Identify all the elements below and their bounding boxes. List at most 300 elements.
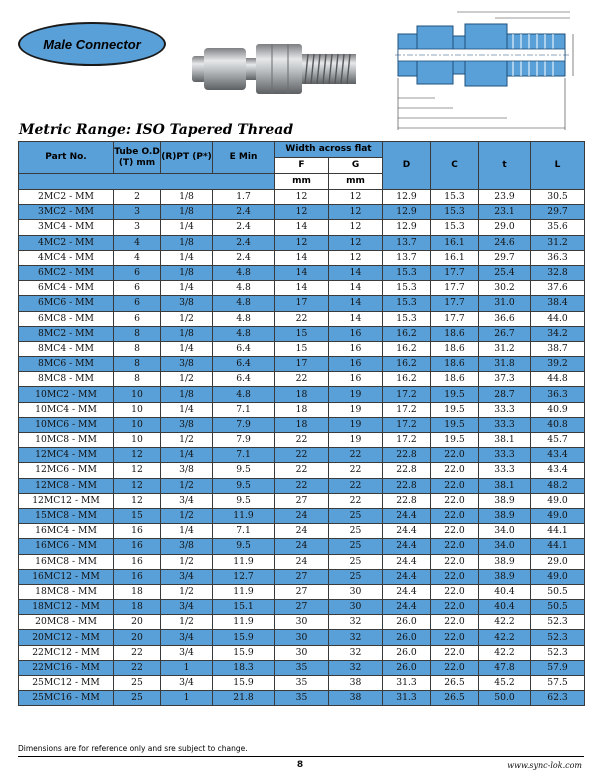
cell-part-no: 10MC6 - MM [19,417,114,432]
cell-rpt: 1/2 [161,615,213,630]
table-row [19,220,585,235]
cell-c: 26.5 [431,691,479,706]
table-row [19,569,585,584]
cell-tube-od: 8 [114,341,161,356]
cell-e-min: 7.1 [213,402,275,417]
cell-d: 24.4 [383,524,431,539]
cell-e-min: 21.8 [213,691,275,706]
cell-g: 16 [329,357,383,372]
header-tube-od: Tube O.D (T) mm [114,142,161,174]
cell-l: 50.5 [531,600,585,615]
cell-f: 35 [275,676,329,691]
cell-rpt: 1/2 [161,311,213,326]
cell-l: 38.4 [531,296,585,311]
cell-e-min: 15.9 [213,630,275,645]
cell-g: 19 [329,417,383,432]
cell-e-min: 7.9 [213,417,275,432]
cell-c: 22.0 [431,539,479,554]
cell-rpt: 1/2 [161,478,213,493]
cell-rpt: 1/8 [161,326,213,341]
cell-g: 22 [329,463,383,478]
cell-tube-od: 16 [114,569,161,584]
cell-g: 22 [329,478,383,493]
cell-g: 32 [329,645,383,660]
badge-label: Male Connector [43,36,141,52]
cell-d: 15.3 [383,311,431,326]
cell-g: 25 [329,508,383,523]
cell-e-min: 11.9 [213,554,275,569]
cell-c: 19.5 [431,387,479,402]
cell-tube-od: 10 [114,402,161,417]
cell-tube-od: 12 [114,448,161,463]
cell-l: 38.7 [531,341,585,356]
cell-rpt: 1/8 [161,387,213,402]
cell-tube-od: 18 [114,584,161,599]
cell-c: 22.0 [431,645,479,660]
cell-c: 22.0 [431,554,479,569]
cell-t: 23.9 [479,190,531,205]
cell-l: 57.9 [531,660,585,675]
cell-t: 29.7 [479,250,531,265]
table-row [19,357,585,372]
cell-t: 38.9 [479,569,531,584]
cell-c: 22.0 [431,493,479,508]
cell-f: 24 [275,539,329,554]
cell-c: 18.6 [431,326,479,341]
cell-tube-od: 20 [114,630,161,645]
cell-e-min: 11.9 [213,508,275,523]
cell-g: 25 [329,524,383,539]
table-row [19,691,585,706]
cell-d: 24.4 [383,539,431,554]
cell-tube-od: 6 [114,296,161,311]
cell-c: 15.3 [431,190,479,205]
table-row [19,524,585,539]
cell-f: 18 [275,402,329,417]
cell-t: 31.8 [479,357,531,372]
cell-part-no: 3MC4 - MM [19,220,114,235]
cell-e-min: 18.3 [213,660,275,675]
cell-part-no: 10MC4 - MM [19,402,114,417]
cell-e-min: 2.4 [213,220,275,235]
cell-c: 15.3 [431,220,479,235]
cell-c: 15.3 [431,205,479,220]
cell-d: 24.4 [383,584,431,599]
cell-rpt: 3/4 [161,630,213,645]
cell-t: 36.6 [479,311,531,326]
cell-c: 17.7 [431,265,479,280]
cell-d: 16.2 [383,357,431,372]
cell-part-no: 16MC4 - MM [19,524,114,539]
cell-f: 14 [275,281,329,296]
cell-g: 16 [329,372,383,387]
cell-tube-od: 6 [114,311,161,326]
cell-tube-od: 12 [114,478,161,493]
cell-f: 14 [275,265,329,280]
cell-f: 35 [275,660,329,675]
cell-l: 31.2 [531,235,585,250]
cell-e-min: 15.9 [213,645,275,660]
header-g: G [329,158,383,174]
cell-part-no: 6MC6 - MM [19,296,114,311]
cell-rpt: 3/4 [161,569,213,584]
cell-c: 22.0 [431,508,479,523]
fitting-photo [190,30,360,108]
cell-e-min: 4.8 [213,387,275,402]
cell-f: 14 [275,220,329,235]
cell-g: 25 [329,539,383,554]
cell-rpt: 3/4 [161,600,213,615]
cell-c: 26.5 [431,676,479,691]
cell-e-min: 11.9 [213,584,275,599]
cell-d: 16.2 [383,326,431,341]
cell-e-min: 6.4 [213,372,275,387]
cell-part-no: 20MC12 - MM [19,630,114,645]
cell-d: 17.2 [383,387,431,402]
cell-part-no: 4MC4 - MM [19,250,114,265]
cell-f: 27 [275,584,329,599]
cell-tube-od: 12 [114,463,161,478]
cell-part-no: 10MC2 - MM [19,387,114,402]
cell-rpt: 1/4 [161,341,213,356]
cell-e-min: 2.4 [213,235,275,250]
cell-l: 29.7 [531,205,585,220]
cell-rpt: 3/8 [161,417,213,432]
cell-l: 52.3 [531,645,585,660]
cell-e-min: 1.7 [213,190,275,205]
cell-part-no: 12MC6 - MM [19,463,114,478]
cell-e-min: 4.8 [213,265,275,280]
cell-t: 30.2 [479,281,531,296]
cell-t: 33.3 [479,448,531,463]
dimension-drawing [395,8,585,133]
cell-part-no: 2MC2 - MM [19,190,114,205]
table-row [19,250,585,265]
cell-l: 40.8 [531,417,585,432]
cell-d: 17.2 [383,433,431,448]
cell-l: 57.5 [531,676,585,691]
cell-part-no: 12MC12 - MM [19,493,114,508]
cell-tube-od: 6 [114,265,161,280]
cell-d: 15.3 [383,281,431,296]
header-rpt: (R)PT (P*) [161,142,213,174]
cell-d: 17.2 [383,417,431,432]
cell-l: 43.4 [531,463,585,478]
cell-g: 30 [329,600,383,615]
cell-part-no: 12MC8 - MM [19,478,114,493]
footnote: Dimensions are for reference only and sre subject to change. [18,744,248,753]
cell-l: 45.7 [531,433,585,448]
cell-part-no: 25MC12 - MM [19,676,114,691]
table-row [19,326,585,341]
cell-t: 38.1 [479,433,531,448]
table-row [19,508,585,523]
cell-c: 22.0 [431,524,479,539]
cell-d: 12.9 [383,205,431,220]
cell-d: 12.9 [383,220,431,235]
cell-part-no: 25MC16 - MM [19,691,114,706]
cell-g: 22 [329,448,383,463]
cell-g: 19 [329,387,383,402]
cell-c: 18.6 [431,372,479,387]
table-row [19,341,585,356]
cell-rpt: 1/4 [161,448,213,463]
cell-l: 62.3 [531,691,585,706]
cell-l: 49.0 [531,508,585,523]
cell-g: 14 [329,265,383,280]
cell-c: 22.0 [431,630,479,645]
cell-tube-od: 18 [114,600,161,615]
cell-f: 12 [275,190,329,205]
table-row [19,539,585,554]
header-t: t [479,142,531,190]
cell-f: 35 [275,691,329,706]
table-row [19,615,585,630]
table-row [19,235,585,250]
table-row [19,448,585,463]
cell-tube-od: 10 [114,387,161,402]
cell-e-min: 9.5 [213,493,275,508]
cell-t: 31.0 [479,296,531,311]
cell-d: 13.7 [383,235,431,250]
cell-l: 50.5 [531,584,585,599]
cell-d: 31.3 [383,691,431,706]
header-part-no: Part No. [19,142,114,174]
cell-d: 15.3 [383,265,431,280]
cell-e-min: 15.1 [213,600,275,615]
cell-g: 16 [329,341,383,356]
cell-tube-od: 25 [114,691,161,706]
cell-tube-od: 20 [114,615,161,630]
cell-rpt: 1/4 [161,250,213,265]
cell-part-no: 3MC2 - MM [19,205,114,220]
cell-e-min: 4.8 [213,296,275,311]
cell-d: 15.3 [383,296,431,311]
cell-d: 24.4 [383,600,431,615]
cell-part-no: 22MC16 - MM [19,660,114,675]
cell-part-no: 18MC12 - MM [19,600,114,615]
table-row [19,417,585,432]
cell-rpt: 1/2 [161,508,213,523]
table-row [19,281,585,296]
cell-tube-od: 10 [114,417,161,432]
cell-tube-od: 15 [114,508,161,523]
cell-d: 13.7 [383,250,431,265]
table-row [19,372,585,387]
header-spacer [19,174,275,190]
table-row [19,660,585,675]
cell-rpt: 3/8 [161,357,213,372]
cell-t: 33.3 [479,463,531,478]
cell-f: 12 [275,235,329,250]
cell-f: 22 [275,372,329,387]
cell-g: 14 [329,296,383,311]
website-link[interactable]: www.sync-lok.com [507,761,582,770]
cell-tube-od: 25 [114,676,161,691]
cell-g: 12 [329,220,383,235]
cell-f: 30 [275,630,329,645]
cell-l: 30.5 [531,190,585,205]
cell-f: 22 [275,311,329,326]
header-f-unit: mm [275,174,329,190]
page-number: 8 [296,760,304,770]
cell-f: 24 [275,524,329,539]
cell-t: 42.2 [479,630,531,645]
cell-g: 12 [329,190,383,205]
cell-tube-od: 4 [114,250,161,265]
cell-part-no: 16MC12 - MM [19,569,114,584]
cell-rpt: 3/8 [161,463,213,478]
cell-g: 25 [329,569,383,584]
cell-d: 22.8 [383,448,431,463]
cell-e-min: 7.1 [213,448,275,463]
dimension-table [18,141,585,706]
cell-tube-od: 10 [114,433,161,448]
range-title: Metric Range: ISO Tapered Thread [19,122,294,138]
cell-rpt: 1/8 [161,265,213,280]
table-row [19,190,585,205]
cell-c: 18.6 [431,357,479,372]
cell-rpt: 1 [161,691,213,706]
cell-f: 27 [275,600,329,615]
cell-d: 17.2 [383,402,431,417]
cell-rpt: 1/4 [161,281,213,296]
cell-d: 22.8 [383,493,431,508]
cell-t: 38.1 [479,478,531,493]
cell-part-no: 22MC12 - MM [19,645,114,660]
cell-g: 22 [329,493,383,508]
cell-e-min: 4.8 [213,311,275,326]
cell-t: 34.0 [479,539,531,554]
cell-e-min: 15.9 [213,676,275,691]
cell-f: 22 [275,433,329,448]
table-row [19,584,585,599]
cell-rpt: 3/8 [161,539,213,554]
cell-e-min: 6.4 [213,357,275,372]
cell-c: 19.5 [431,417,479,432]
cell-e-min: 4.8 [213,281,275,296]
header-l: L [531,142,585,190]
header-g-unit: mm [329,174,383,190]
table-row [19,387,585,402]
cell-d: 16.2 [383,341,431,356]
cell-f: 18 [275,387,329,402]
cell-part-no: 6MC2 - MM [19,265,114,280]
cell-l: 36.3 [531,387,585,402]
cell-tube-od: 22 [114,645,161,660]
cell-c: 17.7 [431,281,479,296]
cell-l: 44.1 [531,524,585,539]
cell-tube-od: 16 [114,539,161,554]
cell-g: 30 [329,584,383,599]
cell-g: 19 [329,402,383,417]
cell-l: 49.0 [531,569,585,584]
cell-e-min: 9.5 [213,463,275,478]
cell-t: 47.8 [479,660,531,675]
cell-t: 40.4 [479,584,531,599]
cell-part-no: 6MC4 - MM [19,281,114,296]
cell-tube-od: 6 [114,281,161,296]
product-badge [18,22,166,66]
cell-rpt: 3/8 [161,296,213,311]
cell-f: 30 [275,645,329,660]
cell-tube-od: 16 [114,524,161,539]
cell-e-min: 9.5 [213,539,275,554]
cell-t: 28.7 [479,387,531,402]
cell-c: 22.0 [431,600,479,615]
table-row [19,645,585,660]
table-row [19,478,585,493]
cell-l: 52.3 [531,630,585,645]
header-e-min: E Min [213,142,275,174]
cell-part-no: 8MC4 - MM [19,341,114,356]
cell-rpt: 1/8 [161,190,213,205]
cell-d: 12.9 [383,190,431,205]
table-row [19,554,585,569]
cell-f: 27 [275,569,329,584]
header-width-across-flat: Width across flat [275,142,383,158]
cell-g: 12 [329,205,383,220]
cell-rpt: 3/4 [161,676,213,691]
cell-tube-od: 3 [114,205,161,220]
cell-t: 26.7 [479,326,531,341]
cell-d: 16.2 [383,372,431,387]
cell-g: 32 [329,615,383,630]
cell-f: 22 [275,463,329,478]
cell-c: 22.0 [431,463,479,478]
cell-rpt: 1/2 [161,584,213,599]
cell-t: 25.4 [479,265,531,280]
cell-c: 18.6 [431,341,479,356]
cell-t: 45.2 [479,676,531,691]
table-row [19,493,585,508]
table-row [19,402,585,417]
cell-t: 50.0 [479,691,531,706]
header-c: C [431,142,479,190]
cell-l: 43.4 [531,448,585,463]
cell-f: 24 [275,508,329,523]
cell-l: 37.6 [531,281,585,296]
cell-e-min: 12.7 [213,569,275,584]
cell-rpt: 3/4 [161,493,213,508]
table-row [19,433,585,448]
cell-g: 32 [329,630,383,645]
cell-c: 19.5 [431,433,479,448]
cell-l: 52.3 [531,615,585,630]
cell-t: 24.6 [479,235,531,250]
cell-f: 12 [275,205,329,220]
cell-c: 22.0 [431,569,479,584]
cell-e-min: 7.9 [213,433,275,448]
cell-c: 19.5 [431,402,479,417]
cell-part-no: 20MC8 - MM [19,615,114,630]
cell-d: 24.4 [383,569,431,584]
cell-rpt: 1 [161,660,213,675]
cell-rpt: 1/8 [161,235,213,250]
cell-part-no: 6MC8 - MM [19,311,114,326]
cell-g: 25 [329,554,383,569]
cell-l: 40.9 [531,402,585,417]
cell-d: 26.0 [383,630,431,645]
cell-f: 17 [275,296,329,311]
cell-part-no: 16MC6 - MM [19,539,114,554]
cell-f: 24 [275,554,329,569]
cell-rpt: 3/4 [161,645,213,660]
cell-c: 22.0 [431,660,479,675]
cell-l: 35.6 [531,220,585,235]
cell-tube-od: 4 [114,235,161,250]
cell-f: 22 [275,448,329,463]
